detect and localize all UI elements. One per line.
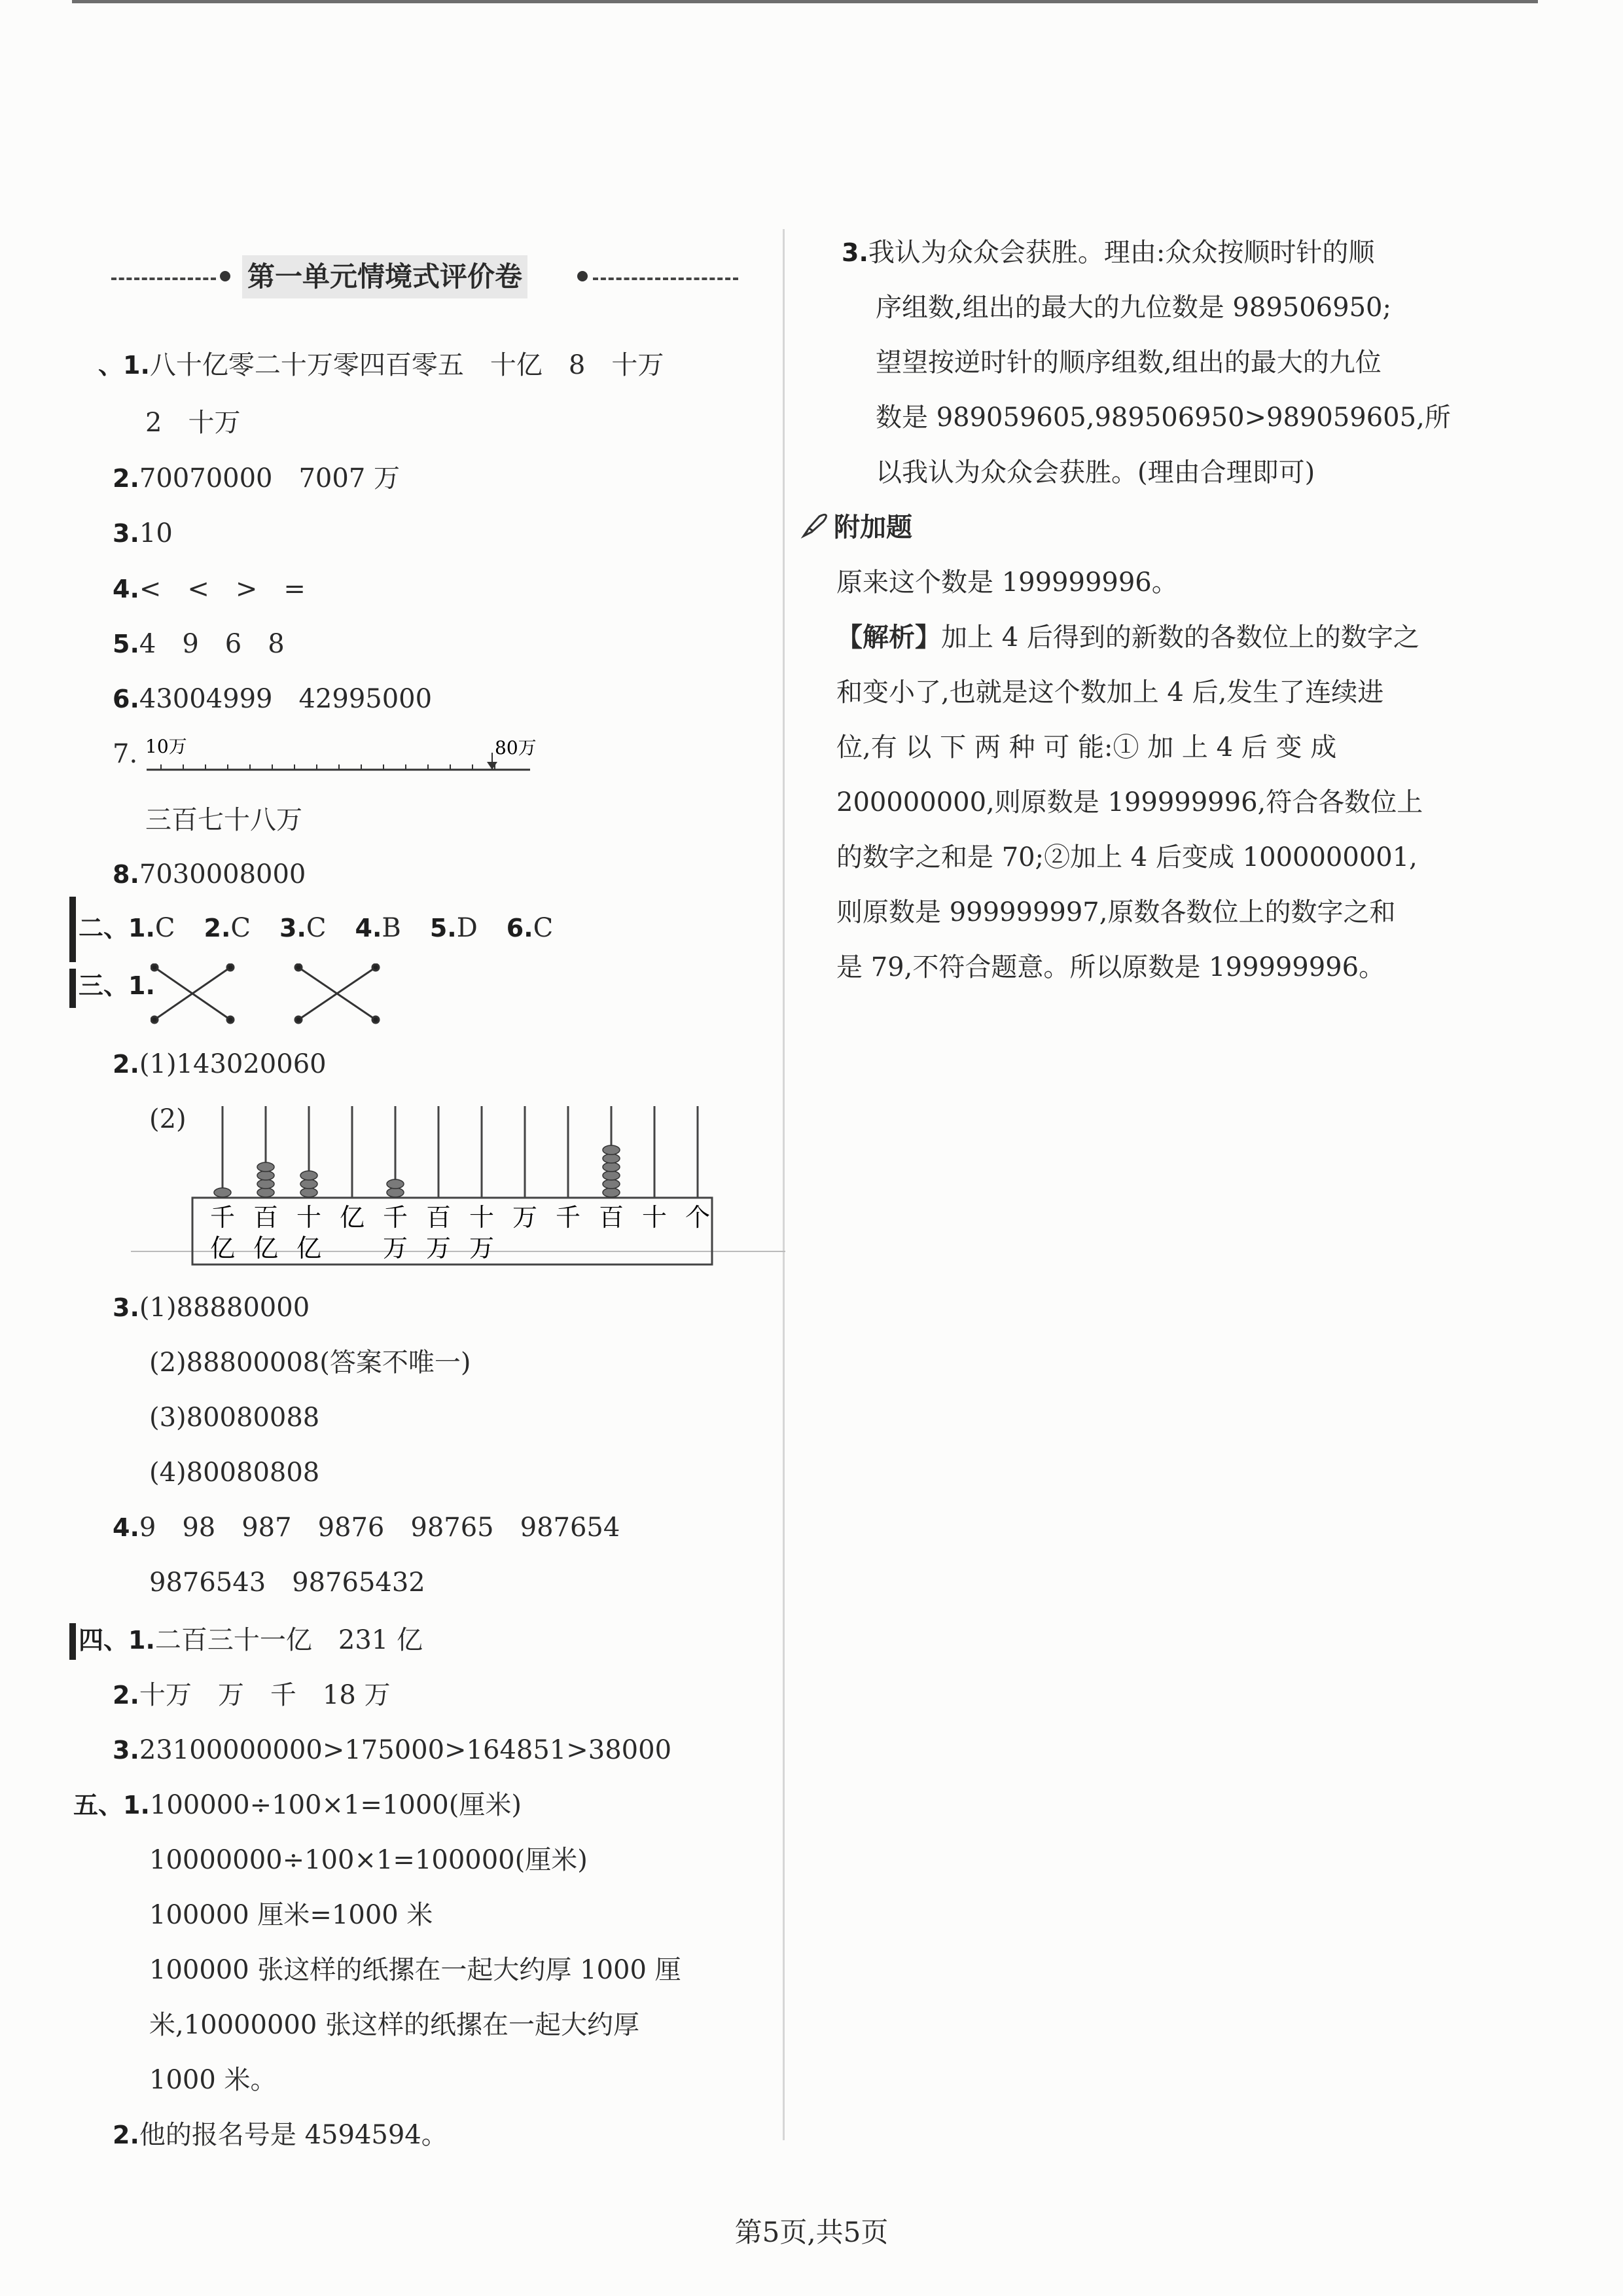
abacus-bead — [257, 1171, 274, 1180]
abacus-label: 十 — [641, 1203, 668, 1232]
title-text: 第一单元情境式评价卷 — [242, 255, 527, 298]
abacus-label-unit: 万 — [469, 1234, 495, 1263]
analysis-line3: 位,有 以 下 两 种 可 能:① 加 上 4 后 变 成 — [836, 732, 1337, 762]
s1-q5: 5.4 9 6 8 — [113, 629, 285, 659]
s3-q2-2: (2) — [149, 1104, 187, 1134]
bonus-heading: 附加题 — [800, 509, 912, 546]
s1-q4: 4.< < > = — [113, 574, 306, 604]
s5-q1-line2: 10000000÷100×1=100000(厘米) — [149, 1845, 588, 1875]
cross-matching — [151, 963, 399, 1029]
counting-frame — [131, 1100, 785, 1270]
abacus-label: 百 — [598, 1203, 624, 1232]
s5-q1-line5: 米,10000000 张这样的纸摞在一起大约厚 — [149, 2010, 640, 2040]
page-footer: 第5页,共5页 — [734, 2216, 889, 2248]
abacus-bead — [603, 1145, 620, 1155]
abacus-label: 百 — [425, 1203, 452, 1232]
s1-q7-num: 7. — [113, 739, 138, 769]
s1-q6: 6.43004999 42995000 — [113, 684, 433, 714]
analysis-line7: 是 79,不符合题意。所以原数是 199999996。 — [836, 952, 1385, 982]
s1-q7-answer: 三百七十八万 — [145, 805, 302, 835]
r-q3-line4: 数是 989059605,989506950>989059605,所 — [876, 403, 1451, 433]
abacus-bead — [300, 1171, 317, 1180]
abacus-label-unit: 亿 — [296, 1234, 322, 1263]
s5-q1-line6: 1000 米。 — [149, 2065, 277, 2095]
s5-q1-line1: 五、1.100000÷100×1=1000(厘米) — [73, 1790, 522, 1820]
abacus-label-unit: 亿 — [209, 1234, 236, 1263]
analysis-line5: 的数字之和是 70;②加上 4 后变成 1000000001, — [836, 842, 1418, 872]
abacus-label: 百 — [253, 1203, 279, 1232]
s2-answers: 二、1.C 2.C 3.C 4.B 5.D 6.C — [79, 913, 554, 943]
analysis-line4: 200000000,则原数是 199999996,符合各数位上 — [836, 787, 1423, 817]
s3-q1: 三、1. — [79, 971, 155, 1000]
s1-q2: 2.70070000 7007 万 — [113, 463, 400, 493]
section-title — [105, 255, 746, 301]
r-q3-line5: 以我认为众众会获胜。(理由合理即可) — [876, 457, 1315, 488]
abacus-bead — [603, 1188, 620, 1197]
abacus-bead — [387, 1179, 404, 1189]
abacus-bead — [257, 1188, 274, 1197]
abacus-label: 十 — [296, 1203, 322, 1232]
abacus-label: 千 — [555, 1203, 581, 1232]
abacus-bead — [603, 1171, 620, 1180]
abacus-label: 亿 — [339, 1203, 365, 1232]
s5-q2: 2.他的报名号是 4594594。 — [113, 2120, 448, 2150]
r-q3-line3: 望望按逆时针的顺序组数,组出的最大的九位 — [876, 348, 1382, 378]
margin-mark-3 — [69, 1623, 76, 1660]
r-q3-line1: 3.我认为众众会获胜。理由:众众按顺时针的顺 — [842, 238, 1375, 268]
s1-q8: 8.7030008000 — [113, 859, 306, 889]
abacus-bead — [257, 1179, 274, 1189]
abacus-label: 千 — [382, 1203, 408, 1232]
abacus-bead — [603, 1154, 620, 1163]
s4-q1: 四、1.二百三十一亿 231 亿 — [79, 1625, 423, 1655]
margin-mark — [69, 897, 76, 962]
s1-q3: 3.10 — [113, 518, 173, 548]
abacus-bead — [603, 1179, 620, 1189]
abacus-label: 十 — [469, 1203, 495, 1232]
match-group-2 — [295, 964, 379, 1023]
s3-q4-line2: 9876543 98765432 — [149, 1568, 425, 1598]
number-line-left-label: 10万 — [145, 736, 187, 757]
number-line — [144, 732, 550, 778]
abacus-label: 万 — [512, 1203, 538, 1232]
abacus-label-unit: 亿 — [253, 1234, 279, 1263]
analysis-line6: 则原数是 999999997,原数各数位上的数字之和 — [836, 897, 1396, 927]
abacus-bead — [300, 1179, 317, 1189]
s3-q3-4: (4)80080808 — [149, 1458, 320, 1488]
analysis-line1: 【解析】加上 4 后得到的新数的各数位上的数字之 — [836, 622, 1419, 653]
number-line-right-label: 80万 — [495, 737, 537, 759]
s3-q3-1: 3.(1)88880000 — [113, 1293, 310, 1323]
abacus-label: 千 — [209, 1203, 236, 1232]
abacus-label-unit: 万 — [382, 1234, 408, 1263]
bonus-answer: 原来这个数是 199999996。 — [836, 567, 1178, 598]
rocket-icon — [800, 511, 829, 540]
s1-q1-line1: 、1.八十亿零二十万零四百零五 十亿 8 十万 — [98, 350, 664, 380]
r-q3-line2: 序组数,组出的最大的九位数是 989506950; — [876, 293, 1391, 323]
match-group-1 — [151, 964, 234, 1023]
s4-q2: 2.十万 万 千 18 万 — [113, 1680, 391, 1710]
s3-q4-line1: 4.9 98 987 9876 98765 987654 — [113, 1513, 620, 1543]
margin-mark-2 — [69, 969, 76, 1008]
s3-q3-2: (2)88800008(答案不唯一) — [149, 1348, 471, 1378]
s3-q3-3: (3)80080088 — [149, 1403, 320, 1433]
abacus-label-unit: 万 — [425, 1234, 452, 1263]
s1-q1-line2: 2 十万 — [145, 408, 241, 438]
s5-q1-line3: 100000 厘米=1000 米 — [149, 1900, 433, 1930]
s5-q1-line4: 100000 张这样的纸摞在一起大约厚 1000 厘 — [149, 1955, 681, 1985]
analysis-line2: 和变小了,也就是这个数加上 4 后,发生了连续进 — [836, 677, 1384, 708]
abacus-bead — [300, 1188, 317, 1197]
abacus-bead — [603, 1162, 620, 1172]
abacus-bead — [257, 1162, 274, 1172]
abacus-bead — [214, 1188, 231, 1197]
s4-q3: 3.23100000000>175000>164851>38000 — [113, 1735, 672, 1765]
abacus-bead — [387, 1188, 404, 1197]
top-rule — [72, 0, 1538, 3]
abacus-label: 个 — [685, 1203, 711, 1232]
s3-q2-1: 2.(1)143020060 — [113, 1049, 327, 1079]
